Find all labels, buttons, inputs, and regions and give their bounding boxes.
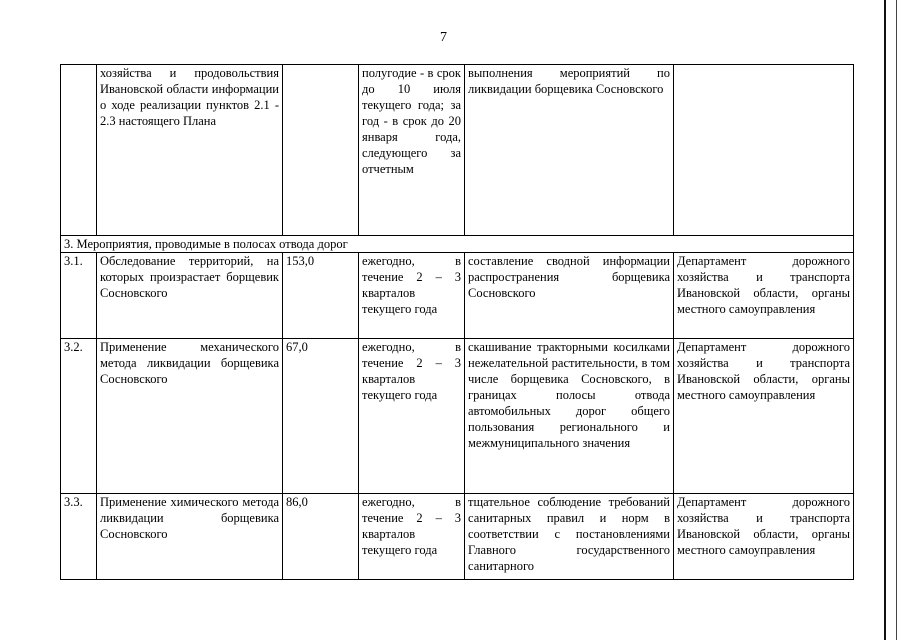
row-amount: 153,0	[283, 253, 359, 339]
cell-executor	[674, 65, 854, 236]
row-number: 3.2.	[61, 339, 97, 494]
cell-result: выполнения мероприятий по ликвидации борщевика Сосновского	[465, 65, 674, 236]
table-row	[61, 339, 854, 494]
row-result: скашивание тракторными косилками нежелательной растительности, в том числе борщевика Сосновского, в границах полосы отвода автомобильных дорог общего пользования регионального и межмуниципального значения	[465, 339, 674, 494]
row-executor: Департамент дорожного хозяйства и транспорта Ивановской области, органы местного самоуправления	[674, 339, 854, 494]
row-measure: Обследование территорий, на которых произрастает борщевик Сосновского	[97, 253, 283, 339]
row-amount: 67,0	[283, 339, 359, 494]
section-header: 3. Мероприятия, проводимые в полосах отвода дорог	[61, 236, 854, 253]
row-number: 3.3.	[61, 494, 97, 580]
row-executor: Департамент дорожного хозяйства и транспорта Ивановской области, органы местного самоуправления	[674, 253, 854, 339]
continuation-row	[61, 65, 854, 236]
row-deadline: ежегодно, в течение 2 – 3 кварталов текущего года	[359, 339, 465, 494]
scan-edge-line-thin	[896, 0, 897, 640]
row-deadline: ежегодно, в течение 2 – 3 кварталов текущего года	[359, 253, 465, 339]
cell-deadline	[359, 65, 465, 236]
page-number: 7	[440, 30, 447, 45]
row-measure: Применение химического метода ликвидации борщевика Сосновского	[97, 494, 283, 580]
row-amount: 86,0	[283, 494, 359, 580]
cell-num	[61, 65, 97, 236]
row-executor: Департамент дорожного хозяйства и транспорта Ивановской области, органы местного самоуправления	[674, 494, 854, 580]
cell-amount	[283, 65, 359, 236]
cell-measure: хозяйства и продовольствия Ивановской области информации о ходе реализации пунктов 2.1 - 2.3 настоящего Плана	[97, 65, 283, 236]
cell-deadline-text: полугодие - в срок до 10 июля текущего года; за год - в срок до 20 января года, следующего за отчетным	[362, 66, 461, 176]
row-deadline: ежегодно, в течение 2 – 3 кварталов текущего года	[359, 494, 465, 580]
section-header-row	[61, 236, 854, 253]
row-result: составление сводной информации распространения борщевика Сосновского	[465, 253, 674, 339]
measures-table	[60, 64, 854, 580]
row-result: тщательное соблюдение требований санитарных правил и норм в соответствии с постановлениями Главного государственного санитарного	[465, 494, 674, 580]
scan-edge-line	[884, 0, 886, 640]
row-measure: Применение механического метода ликвидации борщевика Сосновского	[97, 339, 283, 494]
table-row	[61, 253, 854, 339]
row-number: 3.1.	[61, 253, 97, 339]
table-row	[61, 494, 854, 580]
